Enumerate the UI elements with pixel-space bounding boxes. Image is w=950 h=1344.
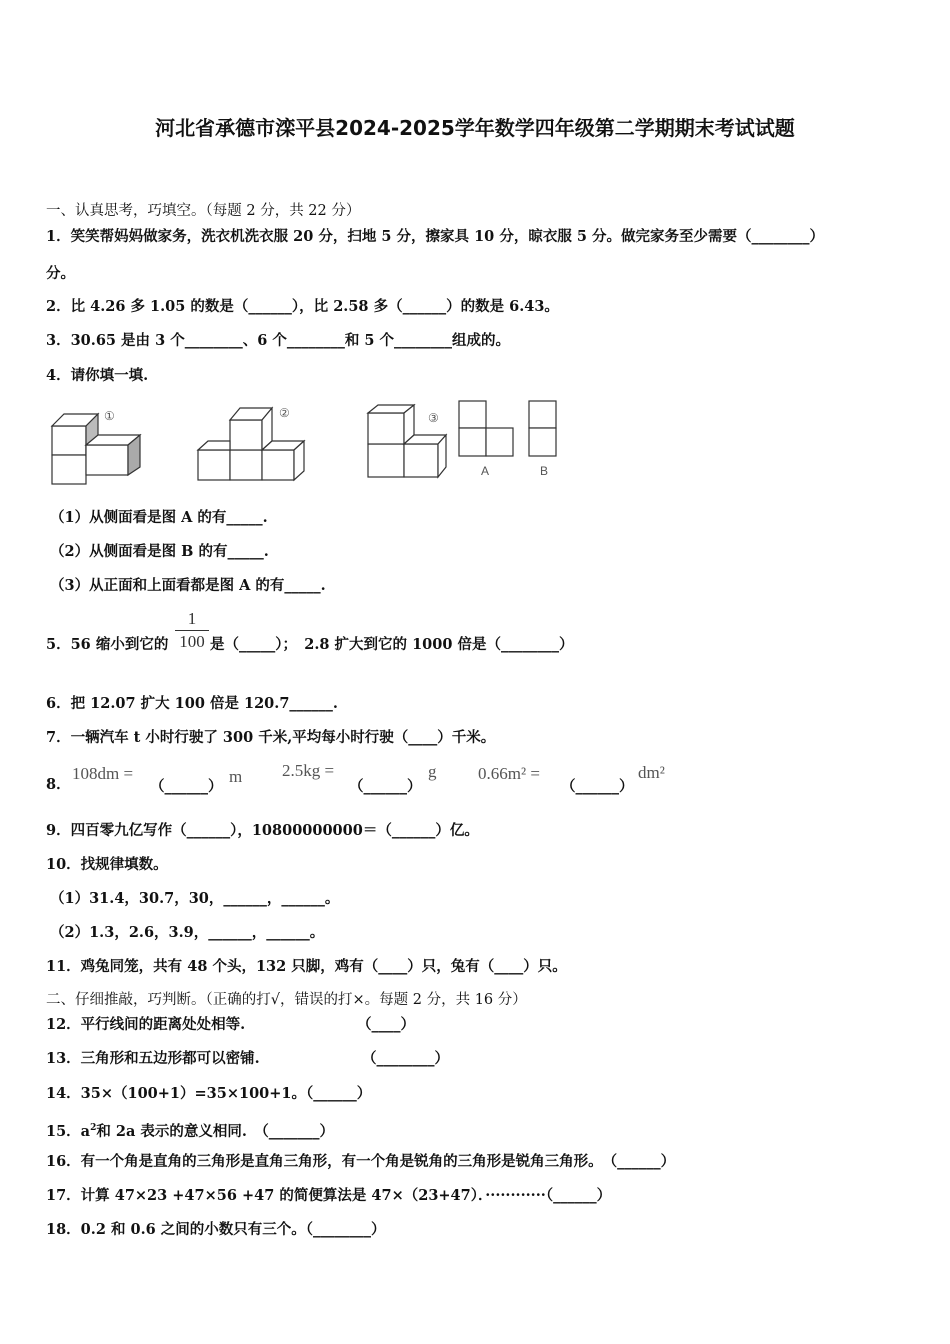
question-13: 13．三角形和五边形都可以密铺. [46,1050,260,1067]
question-3: 3．30.65 是由 3 个________、6 个________和 5 个________组成的。 [46,332,511,349]
question-5-prefix: 5．56 缩小到它的 [46,636,169,653]
question-1: 1．笑笑帮妈妈做家务，洗衣机洗衣服 20 分，扫地 5 分，擦家具 10 分，晾衣服 5 分。做完家务至少需要（________） [46,228,825,245]
figure-label-3: ③ [428,411,439,425]
question-14: 14．35×（100+1）=35×100+1。（______） [46,1085,372,1102]
question-2: 2．比 4.26 多 1.05 的数是（______），比 2.58 多（______）的数是 6.43。 [46,298,559,315]
question-15 [46,1118,334,1142]
question-16: 16．有一个角是直角的三角形是直角三角形，有一个角是锐角的三角形是锐角三角形。 （______） [46,1153,676,1170]
q8-expression-2: 2.5kg = [282,761,335,780]
question-4-2: （2）从侧面看是图 B 的有_____. [50,543,269,560]
fraction-denominator: 100 [179,632,205,651]
question-4-3: （3）从正面和上面看都是图 A 的有_____. [50,577,326,594]
question-7: 7．一辆汽车 t 小时行驶了 300 千米,平均每小时行驶（____）千米。 [46,729,496,746]
q15-base: 15．a [46,1122,91,1140]
q8-expression-1: 108dm = [72,764,134,783]
q8-blank-3: （______） [561,778,634,795]
fraction-one-hundredth [175,609,209,652]
q8-unit-2: g [428,762,437,781]
fraction-numerator: 1 [187,609,197,628]
question-6: 6．把 12.07 扩大 100 倍是 120.7______. [46,695,338,712]
view-label-b: B [540,464,549,478]
question-8-number: 8． [46,776,71,793]
question-4-1: （1）从侧面看是图 A 的有_____. [50,509,268,526]
cube-views-figure [46,395,566,490]
q8-unit-1: m [229,767,243,786]
question-4: 4．请你填一填. [46,367,149,384]
figure-label-1: ① [104,409,115,423]
q8-expression-3: 0.66m² = [478,764,540,783]
q8-blank-2: （______） [349,778,422,795]
question-17: 17．计算 47×23 +47×56 +47 的简便算法是 47×（23+47）．············（______） [46,1187,612,1204]
question-10-2: （2）1.3，2.6，3.9，______，______。 [50,924,325,941]
q8-unit-3: dm² [638,763,665,782]
question-10-1: （1）31.4，30.7，30，______，______。 [50,890,340,907]
question-5-suffix: 是（_____）； 2.8 扩大到它的 1000 倍是（________） [210,636,574,653]
question-1-cont: 分。 [46,265,75,282]
fraction-bar [175,630,209,631]
question-11: 11．鸡兔同笼，共有 48 个头，132 只脚，鸡有（____）只，兔有（____）只。 [46,958,567,975]
question-12: 12．平行线间的距离处处相等. [46,1016,246,1033]
question-9: 9．四百零九亿写作（______），10800000000＝（______）亿。 [46,822,479,839]
figure-label-2: ② [279,406,290,420]
q15-exponent: 2 [90,1123,97,1133]
question-18: 18．0.2 和 0.6 之间的小数只有三个。（________） [46,1221,386,1238]
view-label-a: A [481,464,490,478]
question-12-blank: （____） [357,1016,415,1033]
q15-rest: 和 2a 表示的意义相同. （_______） [96,1122,334,1140]
section-1-heading: 一、认真思考，巧填空。（每题 2 分，共 22 分） [46,203,361,219]
page-title: 河北省承德市滦平县2024-2025学年数学四年级第二学期期末考试试题 [155,116,795,140]
question-13-blank: （________） [362,1050,449,1067]
section-2-heading: 二、仔细推敲，巧判断。（正确的打√，错误的打×。每题 2 分，共 16 分） [46,992,527,1008]
q8-blank-1: （______） [150,778,223,795]
question-10: 10．找规律填数。 [46,856,168,873]
